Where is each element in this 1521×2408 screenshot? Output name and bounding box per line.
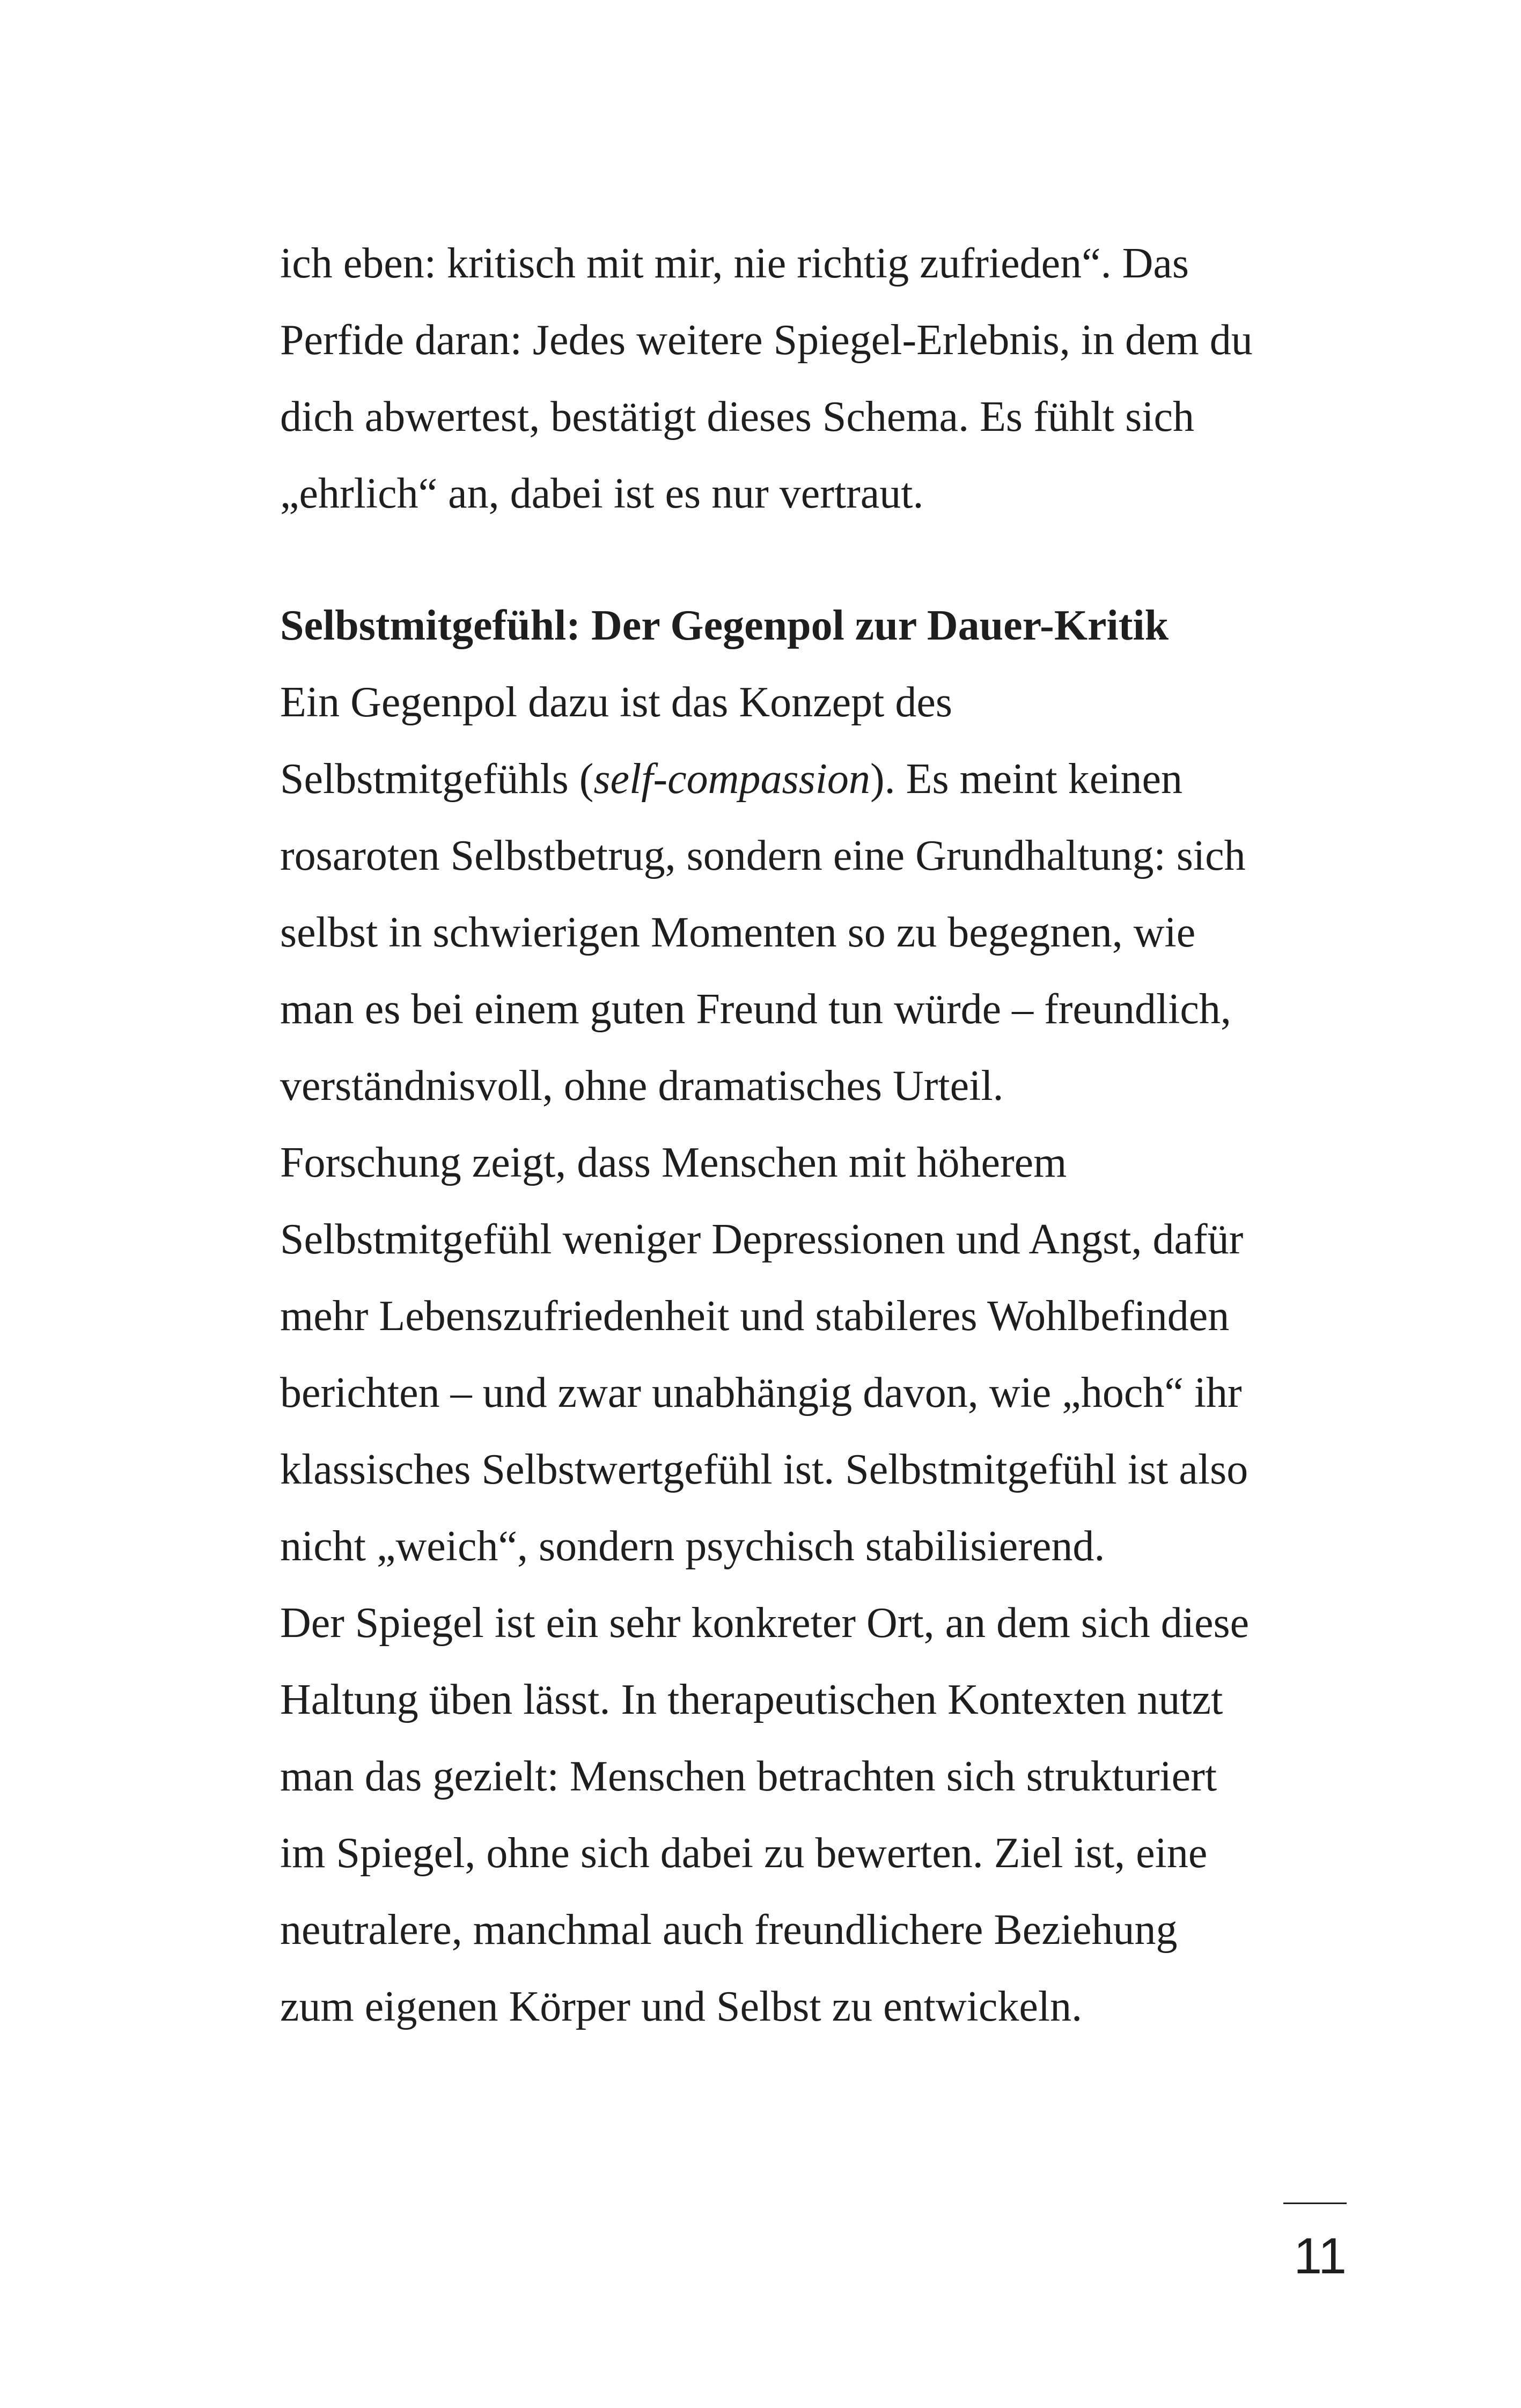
- paragraph-line: Ein Gegenpol dazu ist das Konzept des: [280, 679, 953, 726]
- paragraph-line: ich eben: kritisch mit mir, nie richtig zufrieden“. Das: [280, 240, 1189, 287]
- paragraph-line: Selbstmitgefühl weniger Depressionen und Angst, dafür: [280, 1216, 1244, 1263]
- paragraph-line: Forschung zeigt, dass Menschen mit höherem: [280, 1139, 1067, 1186]
- line-text-before: Selbstmitgefühls (: [280, 755, 594, 803]
- paragraph-line: zum eigenen Körper und Selbst zu entwickeln.: [280, 1983, 1083, 2030]
- line-text-after: ). Es meint keinen: [870, 755, 1183, 803]
- paragraph-line: man das gezielt: Menschen betrachten sich strukturiert: [280, 1753, 1217, 1800]
- paragraph-line: Der Spiegel ist ein sehr konkreter Ort, an dem sich diese: [280, 1599, 1250, 1647]
- paragraph-line: berichten – und zwar unabhängig davon, wie „hoch“ ihr: [280, 1369, 1242, 1416]
- paragraph-line: im Spiegel, ohne sich dabei zu bewerten. Ziel ist, eine: [280, 1830, 1208, 1877]
- emphasis-term: self-compassion: [593, 755, 870, 803]
- paragraph-line: Haltung üben lässt. In therapeutischen Kontexten nutzt: [280, 1676, 1223, 1723]
- paragraph-line: klassisches Selbstwertgefühl ist. Selbstmitgefühl ist also: [280, 1446, 1248, 1493]
- paragraph-line: „ehrlich“ an, dabei ist es nur vertraut.: [280, 470, 924, 517]
- paragraph-line: neutralere, manchmal auch freundlichere Beziehung: [280, 1906, 1178, 1954]
- page-number: 11: [1294, 2228, 1347, 2285]
- section-selbstmitgefuehl: [280, 588, 1358, 2045]
- paragraph-line-with-emphasis: [280, 741, 1358, 818]
- paragraph-line: mehr Lebenszufriedenheit und stabileres Wohlbefinden: [280, 1293, 1230, 1340]
- paragraph-line: dich abwertest, bestätigt dieses Schema. Es fühlt sich: [280, 393, 1195, 441]
- paragraph-line: rosaroten Selbstbetrug, sondern eine Grundhaltung: sich: [280, 832, 1246, 879]
- paragraph-line: nicht „weich“, sondern psychisch stabilisierend.: [280, 1523, 1105, 1570]
- paragraph-line: selbst in schwierigen Momenten so zu begegnen, wie: [280, 909, 1196, 956]
- paragraph-line: verständnisvoll, ohne dramatisches Urteil.: [280, 1062, 1004, 1110]
- intro-paragraph: [280, 225, 1358, 532]
- paragraph-line: man es bei einem guten Freund tun würde – freundlich,: [280, 986, 1231, 1033]
- section-heading: Selbstmitgefühl: Der Gegenpol zur Dauer-Kritik: [280, 602, 1169, 649]
- footer-divider: [1283, 2203, 1347, 2204]
- paragraph-line: Perfide daran: Jedes weitere Spiegel-Erlebnis, in dem du: [280, 317, 1253, 364]
